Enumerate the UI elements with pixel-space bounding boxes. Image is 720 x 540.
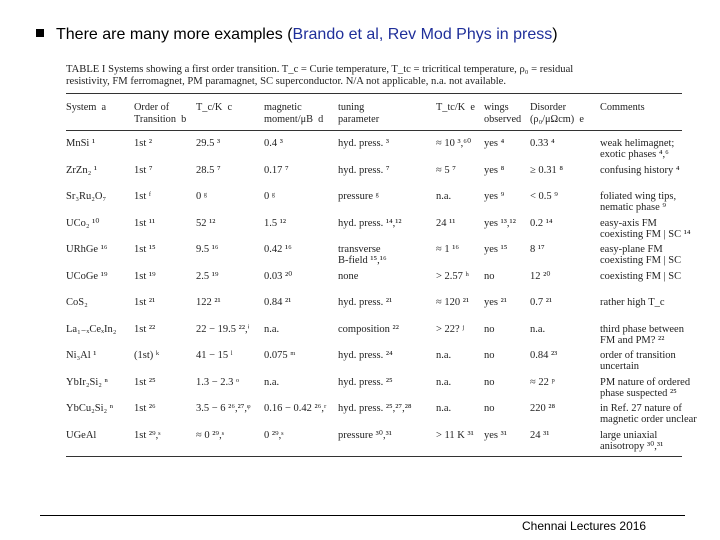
cell-moment: n.a. <box>264 376 280 388</box>
cell-wings: yes ⁴ <box>484 138 505 149</box>
cell-wings: no <box>484 403 495 414</box>
cell-order: 1st ²⁶ <box>134 403 156 414</box>
cell-comments: coexisting FM | SC <box>600 270 682 282</box>
cell-system: YbCu₂Si₂ ⁿ <box>66 403 114 414</box>
header-tc: T_c/K c <box>196 102 233 113</box>
cell-tuning: pressure ᵍ <box>338 191 379 202</box>
cell-comments: third phase between FM and PM? ²² <box>600 323 684 346</box>
cell-comments: rather high T_c <box>600 297 665 308</box>
cell-ttc: > 11 K ³¹ <box>436 429 474 441</box>
headline-text: There are many more examples ( <box>56 26 293 43</box>
header-ttc: T_tc/K e <box>436 102 475 113</box>
header-wings: wings observed <box>484 102 522 125</box>
cell-ttc: n.a. <box>436 403 452 414</box>
table-row <box>66 428 706 452</box>
header-tuning: tuning parameter <box>338 102 380 125</box>
table-row <box>66 216 706 240</box>
cell-system: La₁₋ₓCeₓIn₂ <box>66 323 117 335</box>
caption-line-1: TABLE I Systems showing a first order transition. T_c = Curie temperature, T_tc = tricritical temperature, ρ₀ = residual <box>66 64 574 75</box>
cell-disorder: 8 ¹⁷ <box>530 244 545 255</box>
cell-system: MnSi ¹ <box>66 138 96 149</box>
cell-wings: yes ²¹ <box>484 297 507 308</box>
cell-order: 1st ²⁵ <box>134 376 156 388</box>
cell-moment: 0.16 − 0.42 ²⁶,ʳ <box>264 403 327 414</box>
cell-tuning: transverse B-field ¹⁵,¹⁶ <box>338 244 387 266</box>
cell-disorder: ≈ 22 ᵖ <box>530 376 555 388</box>
cell-tc: 52 ¹² <box>196 217 216 229</box>
cell-ttc: 24 ¹¹ <box>436 217 456 229</box>
cell-moment: 0 ᵍ <box>264 191 276 202</box>
table-row <box>66 269 706 293</box>
cell-tuning: hyd. press. ²⁴ <box>338 350 393 361</box>
cell-comments: PM nature of ordered phase suspected ²⁵ <box>600 376 691 399</box>
table-row <box>66 189 706 213</box>
footer-divider <box>40 515 685 516</box>
cell-tuning: pressure ³⁰,³¹ <box>338 429 392 441</box>
cell-ttc: ≈ 10 ³,⁶⁰ <box>436 138 472 149</box>
cell-order: 1st ²⁹,ˢ <box>134 429 161 441</box>
table-row <box>66 375 706 399</box>
cell-system: URhGe ¹⁶ <box>66 244 108 255</box>
cell-moment: 0 ²⁹,ˢ <box>264 429 284 441</box>
cell-disorder: 0.7 ²¹ <box>530 297 553 308</box>
cell-system: UCo₂ ¹⁰ <box>66 217 100 229</box>
caption-line-2: resistivity, FM ferromagnet, PM paramagnet, SC superconductor. N/A not applicable, n.a. not available. <box>66 76 507 87</box>
cell-ttc: ≈ 120 ²¹ <box>436 297 470 308</box>
cell-tuning: hyd. press. ¹⁴,¹² <box>338 217 402 229</box>
cell-wings: yes ³¹ <box>484 429 507 441</box>
cell-ttc: n.a. <box>436 350 452 361</box>
cell-wings: yes ¹³,¹² <box>484 217 516 229</box>
cell-disorder: 0.84 ²³ <box>530 350 558 361</box>
table-row <box>66 295 706 319</box>
headline-suffix: ) <box>552 26 558 43</box>
cell-disorder: < 0.5 ⁹ <box>530 191 558 202</box>
cell-comments: foliated wing tips, nematic phase ⁹ <box>600 191 677 213</box>
cell-tuning: hyd. press. ³ <box>338 138 389 149</box>
cell-order: 1st ¹⁵ <box>134 244 156 255</box>
cell-moment: 1.5 ¹² <box>264 217 287 229</box>
cell-comments: large uniaxial anisotropy ³⁰,³¹ <box>600 429 664 452</box>
table-top-rule <box>66 93 682 94</box>
cell-tuning: hyd. press. ²⁵ <box>338 376 393 388</box>
cell-comments: easy-axis FM coexisting FM | SC ¹⁴ <box>600 217 691 240</box>
cell-tuning: hyd. press. ⁷ <box>338 164 390 176</box>
cell-order: (1st) ᵏ <box>134 350 160 361</box>
cell-order: 1st ⁷ <box>134 164 153 176</box>
cell-comments: easy-plane FM coexisting FM | SC <box>600 244 682 266</box>
cell-disorder: 220 ²⁸ <box>530 403 556 414</box>
cell-moment: n.a. <box>264 323 280 335</box>
cell-disorder: 24 ³¹ <box>530 429 550 441</box>
cell-ttc: ≈ 1 ¹⁶ <box>436 244 460 255</box>
footer-text: Chennai Lectures 2016 <box>522 519 647 533</box>
cell-disorder: 0.2 ¹⁴ <box>530 217 553 229</box>
cell-tc: 0 ᵍ <box>196 191 208 202</box>
cell-order: 1st ¹¹ <box>134 217 156 229</box>
headline-citation: Brando et al, Rev Mod Phys in press <box>292 26 553 43</box>
cell-tc: 29.5 ³ <box>196 138 221 149</box>
cell-disorder: 12 ²⁰ <box>530 270 551 282</box>
header-system: System a <box>66 102 107 113</box>
cell-order: 1st ²¹ <box>134 297 156 308</box>
cell-disorder: 0.33 ⁴ <box>530 138 555 149</box>
cell-wings: no <box>484 270 495 282</box>
cell-moment: 0.17 ⁷ <box>264 164 289 176</box>
cell-wings: no <box>484 376 495 388</box>
cell-system: Sr₃Ru₂O₇ <box>66 191 107 202</box>
cell-system: CoS₂ <box>66 297 88 308</box>
cell-moment: 0.03 ²⁰ <box>264 270 293 282</box>
table-row <box>66 401 706 425</box>
cell-system: ZrZn₂ ¹ <box>66 164 98 176</box>
header-disorder: Disorder (ρ₀/μΩcm) e <box>530 102 584 125</box>
cell-moment: 0.075 ᵐ <box>264 350 296 361</box>
transition-table <box>62 62 712 458</box>
cell-system: UGeAl <box>66 429 97 441</box>
cell-order: 1st ² <box>134 138 153 149</box>
cell-ttc: n.a. <box>436 376 452 388</box>
table-row <box>66 348 706 372</box>
cell-system: YbIr₂Si₂ ⁿ <box>66 376 108 388</box>
header-order: Order of Transition b <box>134 102 187 125</box>
cell-comments: confusing history ⁴ <box>600 164 680 176</box>
table-bottom-rule <box>66 456 682 457</box>
cell-tc: 22 − 19.5 ²²,ⁱ <box>196 323 250 335</box>
cell-tuning: hyd. press. ²⁵,²⁷,²⁸ <box>338 403 412 414</box>
cell-order: 1st ²² <box>134 323 156 335</box>
cell-wings: yes ¹⁵ <box>484 244 508 255</box>
cell-comments: order of transition uncertain <box>600 350 676 372</box>
cell-system: UCoGe ¹⁹ <box>66 270 108 282</box>
cell-moment: 0.4 ³ <box>264 138 283 149</box>
cell-tc: 122 ²¹ <box>196 297 221 308</box>
cell-wings: yes ⁸ <box>484 164 505 176</box>
cell-ttc: n.a. <box>436 191 452 202</box>
cell-tc: 1.3 − 2.3 ᵒ <box>196 376 240 388</box>
bullet-icon <box>36 29 44 37</box>
cell-tc: 3.5 − 6 ²⁶,²⁷,ᵠ <box>196 403 251 414</box>
cell-comments: in Ref. 27 nature of magnetic order unclear <box>600 403 697 425</box>
cell-tc: ≈ 0 ²⁹,ˢ <box>196 429 224 441</box>
header-moment: magnetic moment/μB d <box>264 102 324 125</box>
table-row <box>66 242 706 266</box>
cell-tc: 41 − 15 ˡ <box>196 350 233 361</box>
table-row <box>66 136 706 160</box>
cell-tc: 2.5 ¹⁹ <box>196 270 219 282</box>
cell-disorder: n.a. <box>530 323 546 335</box>
slide-headline <box>36 26 558 44</box>
header-comments: Comments <box>600 102 645 113</box>
cell-ttc: ≈ 5 ⁷ <box>436 164 456 176</box>
cell-moment: 0.42 ¹⁶ <box>264 244 292 255</box>
cell-order: 1st ᶠ <box>134 191 152 202</box>
cell-tc: 28.5 ⁷ <box>196 164 221 176</box>
table-header-rule <box>66 130 682 131</box>
cell-ttc: > 22? ʲ <box>436 323 464 335</box>
cell-comments: weak helimagnet; exotic phases ⁴,⁶ <box>600 138 675 160</box>
cell-tuning: hyd. press. ²¹ <box>338 297 393 308</box>
cell-wings: yes ⁹ <box>484 191 505 202</box>
cell-system: Ni₃Al ¹ <box>66 350 97 361</box>
cell-wings: no <box>484 323 495 335</box>
cell-tuning: none <box>338 270 359 282</box>
table-caption <box>66 64 706 88</box>
cell-wings: no <box>484 350 495 361</box>
cell-ttc: > 2.57 ʰ <box>436 270 469 282</box>
table-row <box>66 322 706 346</box>
cell-tc: 9.5 ¹⁶ <box>196 244 219 255</box>
cell-order: 1st ¹⁹ <box>134 270 156 282</box>
cell-moment: 0.84 ²¹ <box>264 297 292 308</box>
cell-disorder: ≥ 0.31 ⁸ <box>530 164 564 176</box>
table-row <box>66 163 706 187</box>
cell-tuning: composition ²² <box>338 323 399 335</box>
